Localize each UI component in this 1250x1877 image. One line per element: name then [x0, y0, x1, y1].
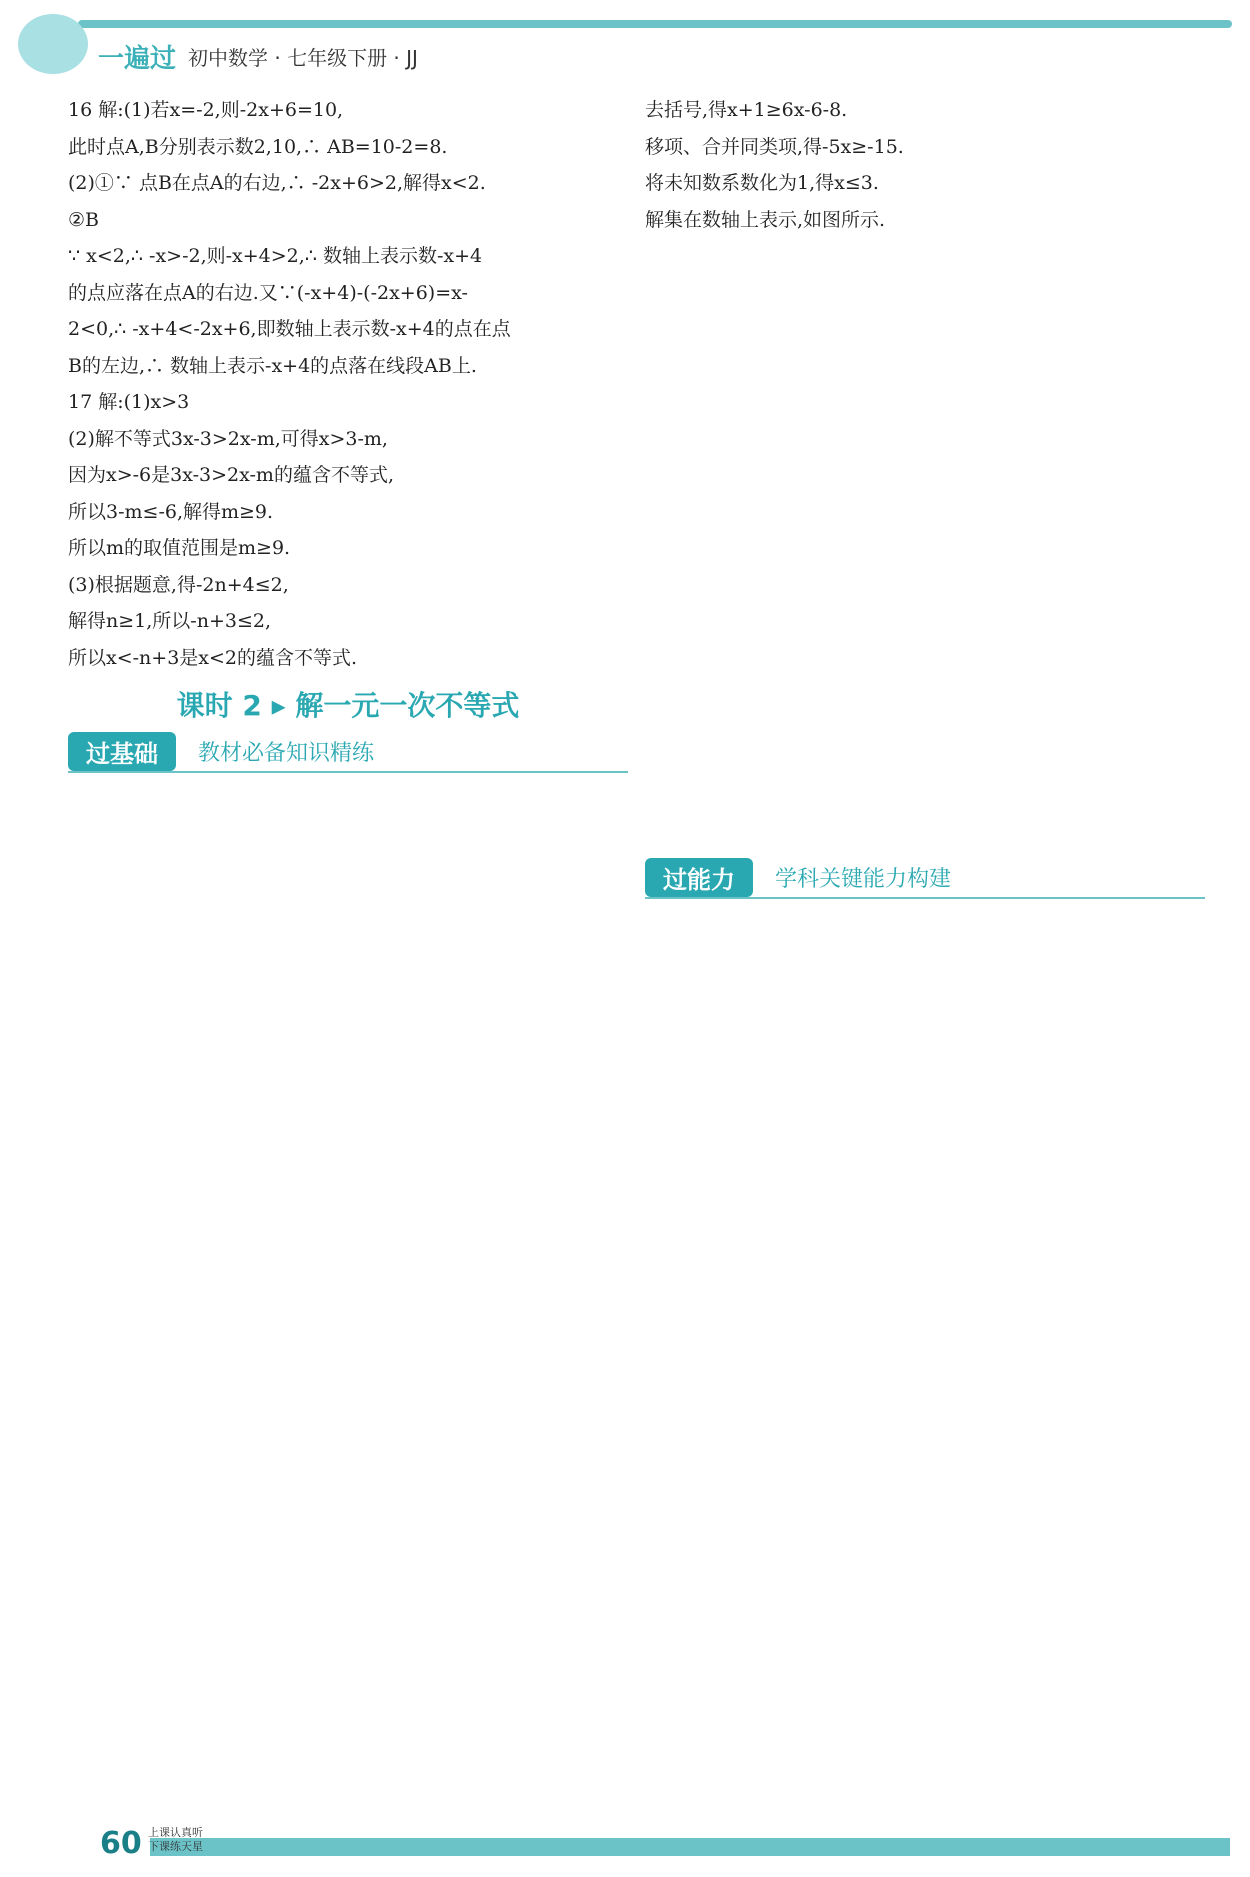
text-line: 移项、合并同类项,得-5x≥-15.	[645, 135, 904, 158]
text-line: (2)解不等式3x-3>2x-m,可得x>3-m,	[68, 427, 388, 450]
section-band-ability	[645, 858, 1205, 899]
page-number: 60	[100, 1826, 142, 1861]
text-line: ∵ x<2,∴ -x>-2,则-x+4>2,∴ 数轴上表示数-x+4	[68, 245, 483, 267]
text-line: 去括号,得x+1≥6x-6-8.	[645, 99, 848, 121]
band-label: 过能力	[645, 858, 753, 897]
section-band-basic	[68, 732, 628, 773]
right-column	[645, 92, 1205, 909]
band-subtitle: 学科关键能力构建	[775, 867, 952, 892]
text-line: 16 解:(1)若x=-2,则-2x+6=10,	[68, 99, 344, 121]
text-line: B的左边,∴ 数轴上表示-x+4的点落在线段AB上.	[68, 354, 477, 377]
footer-bar	[150, 1838, 1230, 1856]
header-bar	[78, 20, 1232, 28]
section-title: 课时 2 ▸ 解一元一次不等式	[176, 689, 520, 722]
left-column	[68, 92, 628, 783]
text-line: 将未知数系数化为1,得x≤3.	[645, 172, 879, 194]
text-line: (3)根据题意,得-2n+4≤2,	[68, 573, 289, 596]
footer-note-line: 上课认真听	[148, 1826, 203, 1839]
text-line: 解得n≥1,所以-n+3≤2,	[68, 610, 271, 632]
page-footer	[0, 1818, 1250, 1874]
page-header	[18, 14, 1232, 74]
band-label: 过基础	[68, 732, 176, 771]
text-line: 所以3-m≤-6,解得m≥9.	[68, 500, 274, 523]
text-line: ②B	[68, 208, 99, 231]
brand: 一遍过	[98, 44, 177, 74]
text-line: 所以x<-n+3是x<2的蕴含不等式.	[68, 646, 358, 669]
book-title: 初中数学 · 七年级下册 · JJ	[188, 46, 418, 70]
footer-note-line: 下课练天星	[148, 1840, 203, 1853]
text-line: 解集在数轴上表示,如图所示.	[645, 208, 886, 231]
text-line: 2<0,∴ -x+4<-2x+6,即数轴上表示数-x+4的点在点	[68, 318, 511, 340]
mascot-logo-icon	[18, 14, 88, 74]
text-line: (2)①∵ 点B在点A的右边,∴ -2x+6>2,解得x<2.	[68, 172, 486, 194]
band-subtitle: 教材必备知识精练	[198, 741, 375, 766]
text-line: 所以m的取值范围是m≥9.	[68, 537, 291, 559]
text-line: 因为x>-6是3x-3>2x-m的蕴含不等式,	[68, 464, 394, 486]
text-line: 的点应落在点A的右边.又∵(-x+4)-(-2x+6)=x-	[68, 281, 468, 304]
footer-note	[148, 1826, 203, 1854]
text-line: 此时点A,B分别表示数2,10,∴ AB=10-2=8.	[68, 135, 448, 158]
text-line: 17 解:(1)x>3	[68, 391, 190, 413]
